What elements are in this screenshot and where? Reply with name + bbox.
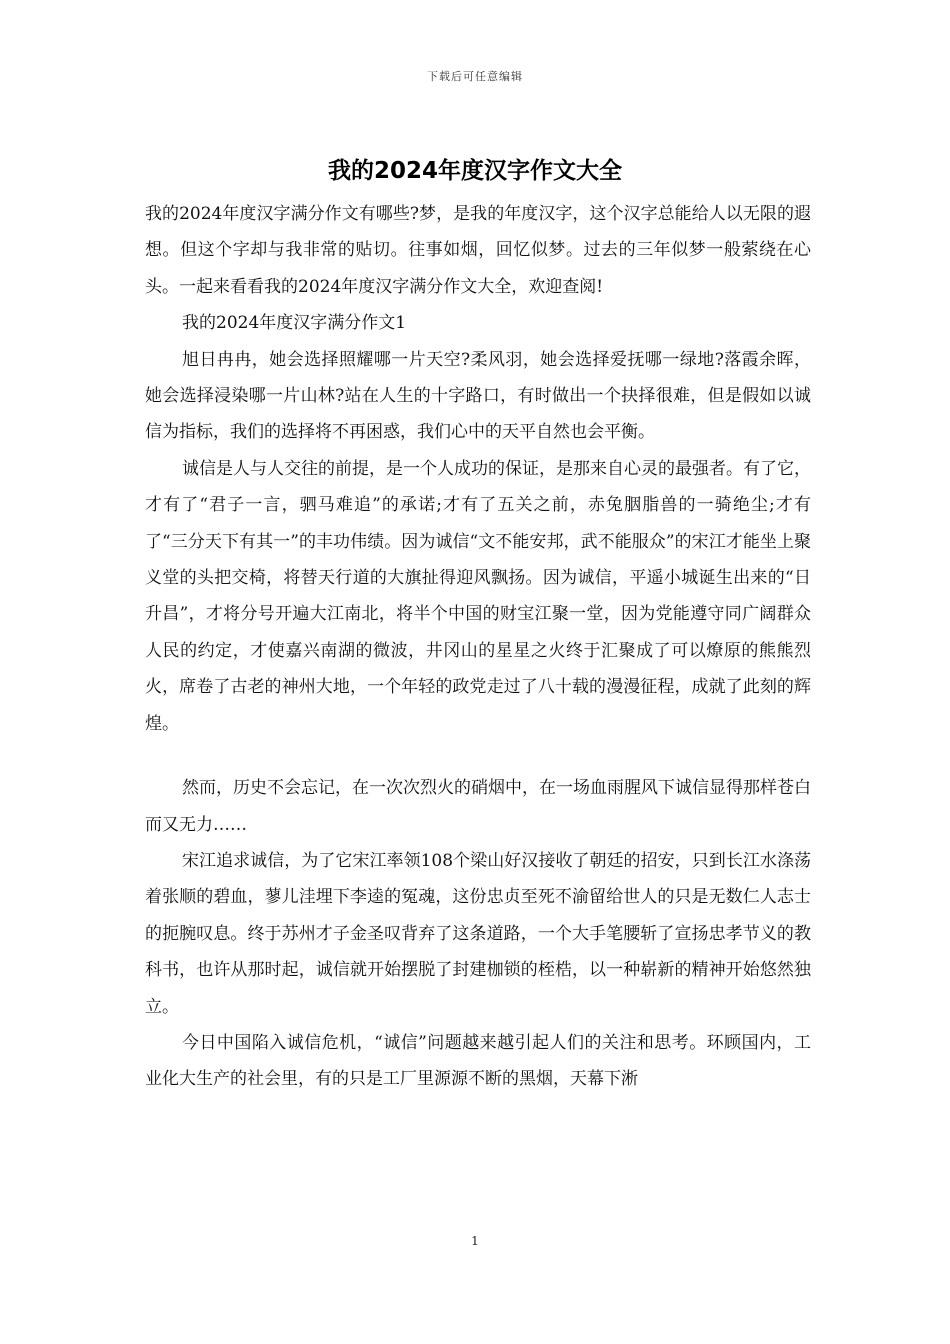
body-paragraph: 今日中国陷入诚信危机，“诚信”问题越来越引起人们的关注和思考。环顾国内，工业化大生产的社会里，有的只是工厂里源源不断的黑烟，天幕下淅: [145, 1032, 811, 1090]
body-paragraph: 宋江追求诚信，为了它宋江率领108个梁山好汉接收了朝廷的招安，只到长江水涤荡着张顺的碧血，蓼儿洼埋下李逵的冤魂，这份忠贞至死不渝留给世人的只是无数仁人志士的扼腕叹息。终于苏州才子金圣叹背弃了这条道路，一个大手笔腰斩了宣扬忠孝节义的教科书，也许从那时起，诚信就开始摆脱了封建枷锁的桎梏，以一种崭新的精神开始悠然独立。: [145, 850, 811, 1017]
document-title: 我的2024年度汉字作文大全: [327, 158, 622, 184]
intro-paragraph: 我的2024年度汉字满分作文有哪些?梦，是我的年度汉字，这个汉字总能给人以无限的遐想。但这个字却与我非常的贴切。往事如烟，回忆似梦。过去的三年似梦一般萦绕在心头。一起来看看我的2024年度汉字满分作文大全，欢迎查阅!: [145, 204, 811, 297]
page-number: 1: [471, 1234, 479, 1248]
body-paragraph: 然而，历史不会忘记，在一次次烈火的硝烟中，在一场血雨腥风下诚信显得那样苍白而又无力……: [145, 778, 811, 835]
section-heading: 我的2024年度汉字满分作文1: [182, 313, 407, 334]
body-paragraph: 旭日冉冉，她会选择照耀哪一片天空?柔风羽，她会选择爱抚哪一绿地?落霞余晖，她会选择浸染哪一片山林?站在人生的十字路口，有时做出一个抉择很难，但是假如以诚信为指标，我们的选择将不再困惑，我们心中的天平自然也会平衡。: [145, 349, 811, 443]
body-paragraph: 诚信是人与人交往的前提，是一个人成功的保证，是那来自心灵的最强者。有了它，才有了“君子一言，驷马难追”的承诺;才有了五关之前，赤兔胭脂兽的一骑绝尘;才有了“三分天下有其一”的丰功伟绩。因为诚信“文不能安邦，武不能服众”的宋江才能坐上聚义堂的头把交椅，将替天行道的大旗扯得迎风飘扬。因为诚信，平遥小城诞生出来的“日升昌”，才将分号开遍大江南北，将半个中国的财宝江聚一堂，因为党能遵守同广阔群众人民的约定，才使嘉兴南湖的微波，井冈山的星星之火终于汇聚成了可以燎原的熊熊烈火，席卷了古老的神州大地，一个年轻的政党走过了八十载的漫漫征程，成就了此刻的辉煌。: [145, 458, 811, 734]
header-note: 下载后可任意编辑: [427, 70, 523, 83]
document-body: [145, 196, 811, 1098]
